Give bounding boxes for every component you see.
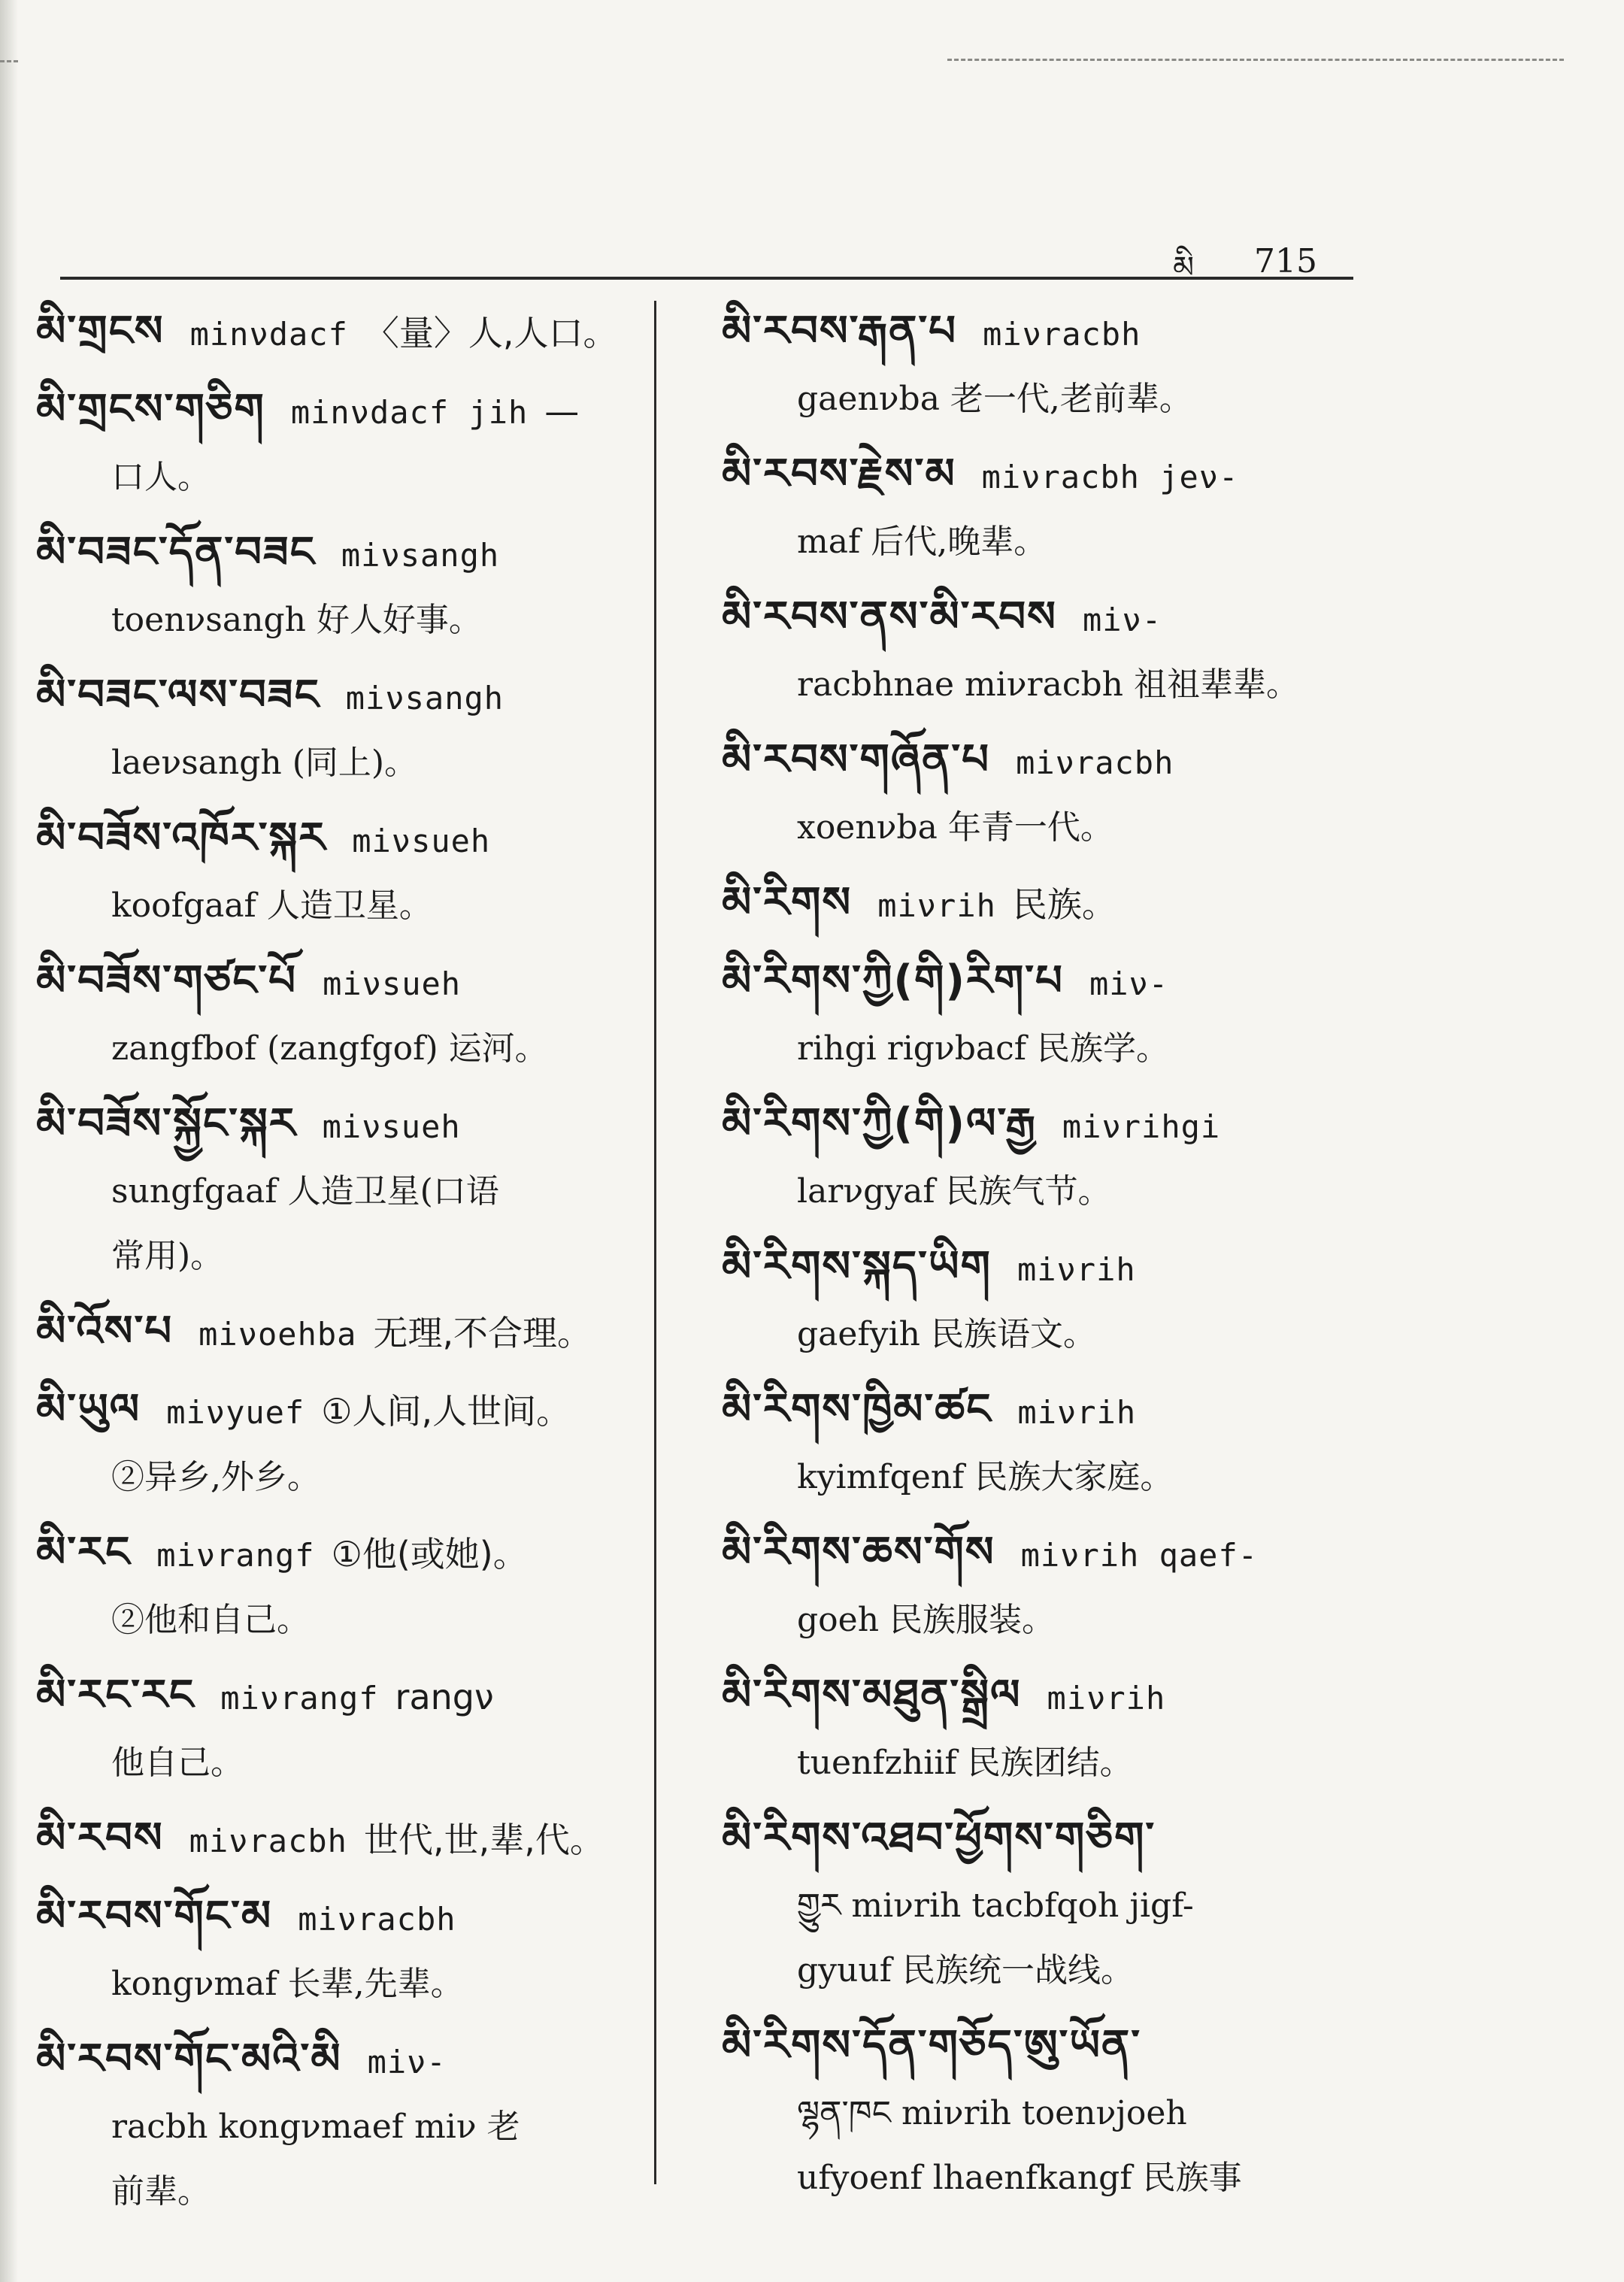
scan-shadow <box>0 0 18 2282</box>
entry-headline <box>36 1884 653 1952</box>
top-dashed-rule-left <box>0 60 18 62</box>
definition-continuation: racbhnae miνracbh 祖祖辈辈。 <box>797 665 1299 704</box>
definition-continuation: tuenfzhiif 民族团结。 <box>797 1744 1133 1782</box>
tibetan-headword: མི་རིགས་སྐད་ཡིག <box>722 1242 992 1291</box>
dictionary-entry <box>36 663 653 796</box>
definition-continuation: rihgi rigνbacf 民族学。 <box>797 1029 1169 1068</box>
dictionary-entry <box>36 1806 653 1874</box>
tibetan-headword: མི་གྲངས <box>36 307 165 356</box>
tibetan-headword: མི་རང <box>36 1528 132 1577</box>
definition: 无理,不合理。 <box>373 1313 592 1353</box>
tibetan-headword: མི་གྲངས་གཅིག <box>36 385 265 434</box>
tibetan-headword: མི་བཟང་ལས་བཟང <box>36 671 320 720</box>
dictionary-entry <box>722 949 1368 1081</box>
romanization: miνsueh <box>352 823 491 859</box>
romanization: miνsueh <box>322 1108 461 1145</box>
romanization: miνsangh <box>345 680 504 717</box>
dictionary-entry <box>36 1663 653 1796</box>
entry-headline <box>36 1299 653 1367</box>
definition-continuation: toenνsangh 好人好事。 <box>111 601 482 639</box>
definition-continuation: racbh kongνmaef miν 老 <box>111 2108 520 2146</box>
definition-continuation: gyuuf 民族统一战线。 <box>797 1951 1134 1990</box>
tibetan-headword: མི་རང་རང <box>36 1671 195 1720</box>
definition: ①人间,人世间。 <box>321 1391 571 1432</box>
entry-headline <box>722 1235 1368 1302</box>
romanization: miνracbh <box>298 1901 456 1938</box>
romanization: miν- <box>367 2044 447 2080</box>
entry-headline <box>722 1092 1368 1159</box>
romanization: miνrih <box>1017 1251 1136 1288</box>
tibetan-headword: མི་རབས་རྗེས་མ <box>722 450 956 499</box>
dictionary-entry <box>36 949 653 1081</box>
definition: 民族。 <box>1012 884 1116 925</box>
page-number: 715 <box>1254 242 1317 280</box>
romanization: miνyuef <box>166 1394 305 1431</box>
dictionary-entry <box>722 871 1368 938</box>
entry-headline <box>36 1092 653 1159</box>
definition-continuation: ལྷན་ཁང miνrih toenνjoeh <box>797 2094 1187 2132</box>
tibetan-headword: མི་བཟོས་གཙང་པོ <box>36 956 298 1005</box>
romanization: miνracbh <box>1016 744 1174 781</box>
right-column <box>722 299 1368 2221</box>
tibetan-headword: མི་རིགས་ཀྱི(གི)རིག་པ <box>722 956 1064 1005</box>
entry-headline <box>722 949 1368 1017</box>
entry-headline <box>36 520 653 588</box>
dictionary-entry <box>722 299 1368 432</box>
entry-headline <box>722 1806 1368 1874</box>
tibetan-headword: མི་བཟོས་སྐྱོང་སྐར <box>36 1099 297 1148</box>
romanization: miν- <box>1089 965 1169 1002</box>
entry-headline <box>722 299 1368 367</box>
tibetan-headword: མི་བཟོས་འཁོར་སྐར <box>36 814 327 862</box>
definition-continuation: 他自己。 <box>111 1744 244 1782</box>
tibetan-headword: མི་རིགས་ཀྱི(གི)ལ་རྒྱ <box>722 1099 1037 1148</box>
definition-continuation: གྱུར miνrih tacbfqoh jigf- <box>797 1887 1194 1925</box>
tibetan-headword: མི་རིགས་མཐུན་སྒྲིལ <box>722 1671 1022 1720</box>
definition-continuation: ufyoenf lhaenfkangf 民族事 <box>797 2159 1242 2197</box>
definition-continuation: 常用)。 <box>111 1237 224 1275</box>
entry-headline <box>722 871 1368 938</box>
dictionary-entry <box>722 1806 1368 2003</box>
tibetan-headword: མི་བཟང་དོན་བཟང <box>36 528 316 577</box>
dictionary-entry <box>36 1092 653 1289</box>
definition: 世代,世,辈,代。 <box>363 1820 604 1860</box>
romanization: miνrangf <box>220 1680 379 1717</box>
tibetan-headword: མི་རིགས་འཐབ་ཕྱོགས་གཅིག་ <box>722 1814 1156 1862</box>
romanization: miνrih <box>1017 1394 1137 1431</box>
entry-headline <box>722 442 1368 510</box>
dictionary-entry <box>722 1377 1368 1510</box>
entry-headline <box>36 1520 653 1588</box>
romanization: miνracbh <box>983 316 1141 353</box>
entry-headline <box>722 585 1368 653</box>
tibetan-headword: མི་འོས་པ <box>36 1307 174 1356</box>
entry-headline <box>36 2027 653 2095</box>
definition-continuation: laeνsangh (同上)。 <box>111 744 418 782</box>
header-rule <box>60 277 1353 280</box>
definition-continuation: goeh 民族服装。 <box>797 1601 1056 1639</box>
entry-headline <box>36 1377 653 1445</box>
tibetan-headword: མི་རིགས་དོན་གཅོད་ཨུ་ཡོན་ <box>722 2021 1142 2070</box>
entry-headline <box>36 663 653 731</box>
definition-continuation: kongνmaf 长辈,先辈。 <box>111 1965 464 2003</box>
definition-continuation: kyimfqenf 民族大家庭。 <box>797 1458 1174 1496</box>
romanization: miνrih <box>877 887 996 924</box>
dictionary-entry <box>722 442 1368 574</box>
romanization: minνdacf jih <box>290 394 529 431</box>
dictionary-entry <box>36 377 653 510</box>
definition-continuation: ②异乡,外乡。 <box>111 1458 320 1496</box>
definition-continuation: koofgaaf 人造卫星。 <box>111 886 432 925</box>
top-dashed-rule <box>947 59 1564 61</box>
tibetan-headword: མི་རབས་གོང་མའི་མི <box>36 2035 342 2083</box>
entry-headline <box>36 377 653 445</box>
dictionary-entry <box>722 728 1368 860</box>
entry-headline <box>36 299 653 367</box>
dictionary-entry <box>36 299 653 367</box>
left-column <box>36 299 653 2235</box>
running-head: མི <box>1173 250 1195 285</box>
definition-continuation: maf 后代,晚辈。 <box>797 523 1047 561</box>
dictionary-entry <box>36 520 653 653</box>
definition-continuation: 前辈。 <box>111 2172 211 2211</box>
dictionary-entry <box>722 1092 1368 1224</box>
definition-continuation: 口人。 <box>111 458 211 496</box>
romanization: miνracbh jeν- <box>981 459 1239 495</box>
column-divider <box>654 301 656 2184</box>
tibetan-headword: མི་རིགས <box>722 878 853 927</box>
entry-headline <box>722 728 1368 796</box>
entry-headline <box>722 1663 1368 1731</box>
definition-continuation: gaefyih 民族语文。 <box>797 1315 1096 1353</box>
dictionary-entry <box>36 1299 653 1367</box>
dictionary-entry <box>722 1663 1368 1796</box>
tibetan-headword: མི་རབས་ནས་མི་རབས <box>722 592 1057 641</box>
entry-headline <box>722 1520 1368 1588</box>
dictionary-entry <box>36 2027 653 2224</box>
romanization: miνsueh <box>323 965 462 1002</box>
definition-continuation: sungfgaaf 人造卫星(口语 <box>111 1172 499 1211</box>
romanization: miν- <box>1082 602 1162 638</box>
definition: rangν <box>395 1677 494 1717</box>
entry-headline <box>36 806 653 874</box>
definition: — <box>544 391 580 432</box>
definition-continuation: ②他和自己。 <box>111 1601 310 1639</box>
definition-continuation: xoenνba 年青一代。 <box>797 808 1113 847</box>
tibetan-headword: མི་ཡུལ <box>36 1385 141 1434</box>
definition: 〈量〉人,人口。 <box>364 313 618 353</box>
romanization: miνrih <box>1047 1680 1166 1717</box>
romanization: miνrangf <box>156 1537 315 1574</box>
entry-headline <box>36 1806 653 1874</box>
tibetan-headword: མི་རབས <box>36 1814 164 1862</box>
dictionary-entry <box>36 1520 653 1653</box>
tibetan-headword: མི་རིགས་ཁྱིམ་ཚང <box>722 1385 992 1434</box>
dictionary-entry <box>722 2014 1368 2211</box>
dictionary-entry <box>36 806 653 938</box>
romanization: minνdacf <box>189 316 348 353</box>
tibetan-headword: མི་རབས་གཞོན་པ <box>722 735 991 784</box>
definition-continuation: larνgyaf 民族气节。 <box>797 1172 1111 1211</box>
entry-headline <box>722 1377 1368 1445</box>
dictionary-entry <box>36 1377 653 1510</box>
entry-headline <box>722 2014 1368 2081</box>
tibetan-headword: མི་རབས་རྒན་པ <box>722 307 958 356</box>
definition: ①他(或她)。 <box>331 1534 528 1574</box>
tibetan-headword: མི་རབས་གོང་མ <box>36 1892 273 1941</box>
dictionary-entry <box>722 1235 1368 1367</box>
romanization: miνrih qaef- <box>1020 1537 1259 1574</box>
romanization: miνrihgi <box>1062 1108 1221 1145</box>
definition-continuation: gaenνba 老一代,老前辈。 <box>797 380 1192 418</box>
dictionary-entry <box>722 1520 1368 1653</box>
tibetan-headword: མི་རིགས་ཆས་གོས <box>722 1528 995 1577</box>
entry-headline <box>36 1663 653 1731</box>
romanization: miνsangh <box>341 537 500 574</box>
dictionary-entry <box>36 1884 653 2017</box>
romanization: miνoehba <box>198 1316 357 1353</box>
definition-continuation: zangfbof (zangfgof) 运河。 <box>111 1029 548 1068</box>
entry-headline <box>36 949 653 1017</box>
romanization: miνracbh <box>189 1823 347 1859</box>
dictionary-entry <box>722 585 1368 717</box>
